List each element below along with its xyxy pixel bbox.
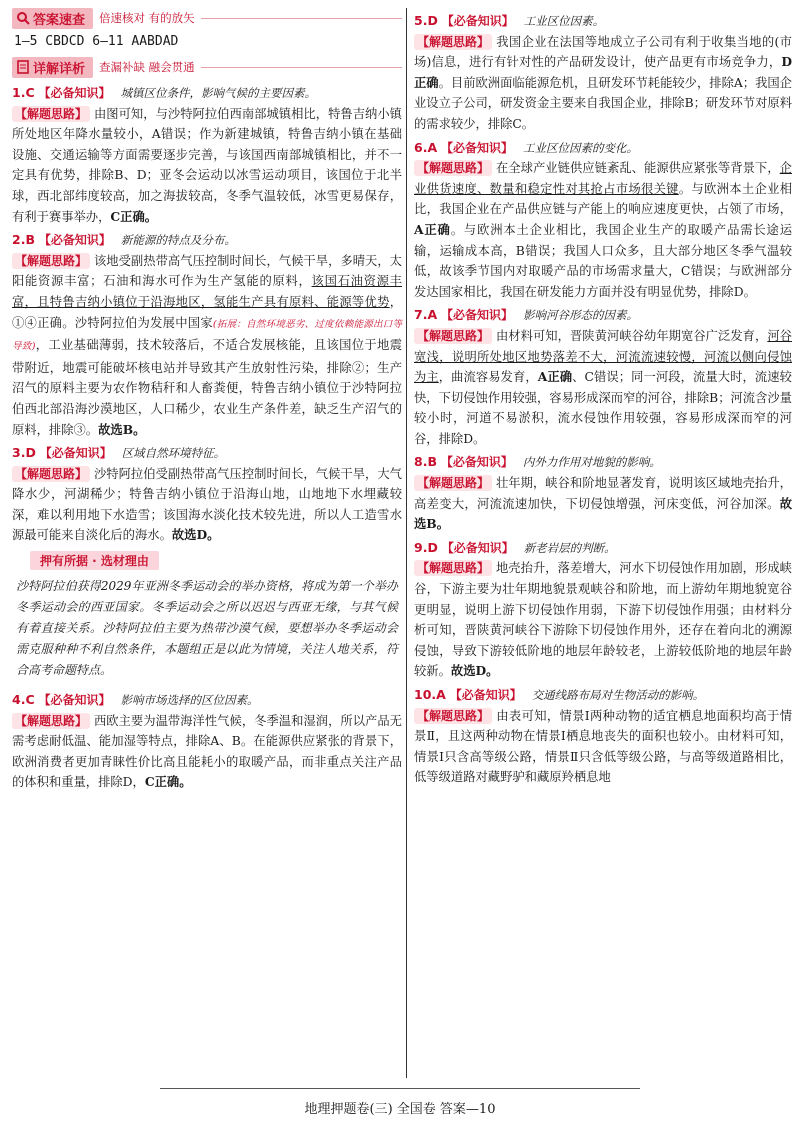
q2-number: 2.B <box>12 232 35 248</box>
q10-header <box>414 685 792 706</box>
q2-explanation <box>12 251 402 440</box>
knowledge-label: 【必备知识】 <box>441 308 514 323</box>
q6-body-2: 。与欧洲本土企业相比，我国企业在产品供应链与产能上的响应速度更快，占领了市场， <box>414 181 792 217</box>
q2-header <box>12 230 402 251</box>
q2-underlined: 该国石油资源丰富，且特鲁吉纳小镇位于沿海地区，氢能生产具有原料、能源等优势 <box>12 274 402 309</box>
q9-knowledge: 新老岩层的判断。 <box>523 540 616 555</box>
q8-number: 8.B <box>414 454 437 470</box>
q2-extension-note: (拓展：自然环境恶劣、过度依赖能源出口等导致) <box>12 318 402 353</box>
q2-body-3: ，工业基础薄弱，技术较落后，不适合发展核能，且该国位于地震带附近，地震可能破坏核电站并导致其产生放射性污染，排除②；生产沼气的原料主要为农作物秸秆和人畜粪便，特鲁吉纳小镇位于沙特阿拉伯西北部沿海沙漠地区，人口稀少，农业生产条件差，缺乏生产沼气的原料，排除③。 <box>12 338 402 437</box>
note-body: 沙特阿拉伯获得2029年亚洲冬季运动会的举办资格，将成为第一个举办冬季运动会的西亚国家。冬季运动会之所以迟迟与西亚无缘，与其气候有着直接关系。沙特阿拉伯主要为热带沙漠气候，要想举办冬季运动会需克服种种不利自然条件，本题组正是以此为情境，关注人地关系，符合高考命题特点。 <box>16 579 398 678</box>
q7-correct: A正确 <box>537 369 573 385</box>
q2-body-2: ，①④正确。沙特阿拉伯为发展中国家 <box>12 294 402 330</box>
q6-body-3: 。与欧洲本土企业相比，我国企业生产的取暖产品需长途运输，运输成本高，B错误；我国人口众多，且大部分地区冬季气温较低，故该季节国内对取暖产品的市场需求量大，C错误；与欧洲部分发达国家相比，我国在研发能力方面并没有明显优势，排除D。 <box>414 222 792 299</box>
speed-subtitle: 倍速核对 有的放矢 <box>99 11 195 25</box>
q9-body: 地壳抬升，落差增大，河水下切侵蚀作用加剧，形成峡谷，下游主要为壮年期地貌景观峡谷和阶地，而上游幼年期地貌宽谷更明显，说明上游下切侵蚀作用弱，下游下切侵蚀作用强；由材料分析可知，晋陕黄河峡谷下游除下切侵蚀作用外，还存在着向北的溯源侵蚀，导致下游较低阶地的地层年龄较老，上游较低阶地的地层年龄较新。 <box>414 561 792 679</box>
q9-explanation <box>414 558 792 682</box>
q3-body: 沙特阿拉伯受副热带高气压控制时间长，气候干旱，大气降水少，河湖稀少；特鲁吉纳小镇位于沿海山地，山地地下水埋藏较深，难以利用地下水造雪；该国海水淡化技术较先进，所以人工造雪水源最可能来自淡化后的海水。 <box>12 466 402 543</box>
q9-number: 9.D <box>414 539 438 555</box>
thinking-label: 【解题思路】 <box>414 708 492 724</box>
knowledge-label: 【必备知识】 <box>39 446 112 461</box>
q4-explanation-part1 <box>12 711 402 793</box>
q7-body-2: ，曲流容易发育， <box>438 370 538 385</box>
q4-conclusion: C正确。 <box>144 774 192 790</box>
q6-header <box>414 138 792 159</box>
q4-body: 西欧主要为温带海洋性气候，冬季温和湿润，所以产品无需考虑耐低温、能加湿等特点，排除A、B。在能源供应紧张的背景下，欧洲消费者更加青睐性价比高且能耗小的取暖产品，而非重点关注产品的体积和重量，排除D， <box>12 713 402 790</box>
knowledge-label: 【必备知识】 <box>449 688 522 702</box>
thinking-label: 【解题思路】 <box>12 106 90 122</box>
knowledge-label: 【必备知识】 <box>441 540 514 555</box>
knowledge-label: 【必备知识】 <box>441 14 514 28</box>
q4-number: 4.C <box>12 692 35 708</box>
thinking-label: 【解题思路】 <box>414 475 492 491</box>
detail-banner <box>12 57 402 77</box>
note-title: 押有所据 · 选材理由 <box>30 551 159 570</box>
q3-conclusion: 故选D。 <box>171 527 220 543</box>
q9-conclusion: 故选D。 <box>450 663 499 679</box>
q10-knowledge: 交通线路布局对生物活动的影响。 <box>531 688 705 702</box>
q1-body: 由图可知，与沙特阿拉伯西南部城镇相比，特鲁吉纳小镇所处地区年降水量较小，A错误；作为新建城镇，特鲁吉纳小镇在基础设施、交通运输等方面需要逐步完善，与该国西南部城镇相比，并不一定具有优势，排除B、D；亚冬会运动以冰雪运动项目，该国位于北半球，西北部纬度较高，加之海拔较高，冬季气温较低，冰雪更易保存，有利于赛事举办， <box>12 106 402 224</box>
q7-explanation <box>414 326 792 450</box>
q4-knowledge: 影响市场选择的区位因素。 <box>120 693 259 708</box>
q6-underlined: 企业供货速度、数量和稳定性对其抢占市场很关键 <box>414 161 792 196</box>
q8-conclusion: 故选B。 <box>414 495 792 532</box>
q8-header <box>414 452 792 473</box>
q7-knowledge: 影响河谷形态的因素。 <box>522 308 638 323</box>
thinking-label: 【解题思路】 <box>414 34 492 50</box>
q5-number: 5.D <box>414 13 438 28</box>
q10-number: 10.A <box>414 687 446 702</box>
q10-explanation <box>414 706 792 788</box>
speed-banner <box>12 8 402 28</box>
q3-knowledge: 区域自然环境特征。 <box>121 446 226 461</box>
q7-body-3: 、C错误；同一河段，流量大时，流速较快，下切侵蚀作用较强，容易形成深而窄的河谷，排除B；河流含沙量较小时，河道不易淤积，流水侵蚀作用较强，容易形成深而窄的河谷，排除D。 <box>414 370 792 446</box>
q5-correct: D正确 <box>414 54 792 90</box>
footer-rule <box>160 1088 640 1089</box>
q1-knowledge: 城镇区位条件，影响气候的主要因素。 <box>120 86 316 100</box>
q3-number: 3.D <box>12 445 36 461</box>
knowledge-label: 【必备知识】 <box>38 693 111 708</box>
q7-number: 7.A <box>414 307 438 323</box>
q1-explanation <box>12 104 402 228</box>
column-divider <box>406 8 407 1078</box>
q2-body-1: 该地受副热带高气压控制时间长，气候干旱，多晴天，太阳能资源丰富；石油和海水可作为生产氢能的原料， <box>12 253 402 289</box>
q6-correct: A正确 <box>414 221 451 237</box>
q5-explanation <box>414 32 792 135</box>
right-column <box>414 8 792 788</box>
q6-number: 6.A <box>414 139 438 155</box>
q1-conclusion: C正确。 <box>110 208 158 224</box>
thinking-label: 【解题思路】 <box>414 160 492 176</box>
thinking-label: 【解题思路】 <box>414 560 492 576</box>
q8-body: 壮年期，峡谷和阶地显著发育，说明该区域地壳抬升，高差变大，河流流速加快，下切侵蚀增强，河床变低，河谷加深。 <box>414 476 792 511</box>
q5-body-2: 。目前欧洲面临能源危机，且研发环节耗能较少，排除A；我国企业设立子公司，研发资金主要来自我国企业，排除B；研发环节对原料的需求较少，排除C。 <box>414 75 792 131</box>
knowledge-label: 【必备知识】 <box>440 455 513 470</box>
page-footer: 地理押题卷(三) 全国卷 答案—10 <box>304 1102 496 1117</box>
banner-rule <box>201 67 402 68</box>
knowledge-label: 【必备知识】 <box>38 86 111 100</box>
q6-explanation <box>414 158 792 302</box>
knowledge-label: 【必备知识】 <box>38 233 111 248</box>
q7-header <box>414 305 792 326</box>
material-rationale-box <box>12 550 402 687</box>
q7-underlined: 河谷宽浅，说明所处地区地势落差不大，河流流速较慢，河流以侧向侵蚀为主 <box>414 328 792 385</box>
detail-subtitle: 查漏补缺 融会贯通 <box>99 60 195 74</box>
q3-explanation <box>12 464 402 546</box>
q1-number: 1.C <box>12 85 35 100</box>
q2-knowledge: 新能源的特点及分布。 <box>120 233 236 248</box>
q5-header <box>414 11 792 32</box>
q8-knowledge: 内外力作用对地貌的影响。 <box>522 455 661 470</box>
q8-explanation <box>414 473 792 535</box>
thinking-label: 【解题思路】 <box>12 253 90 269</box>
left-column <box>12 8 402 793</box>
detail-title: 详解详析 <box>12 57 93 78</box>
thinking-label: 【解题思路】 <box>12 713 90 729</box>
q9-header <box>414 538 792 559</box>
q6-body-1: 在全球产业链供应链紊乱、能源供应紧张等背景下， <box>495 161 780 176</box>
document-icon <box>16 60 30 74</box>
q6-knowledge: 工业区位因素的变化。 <box>522 140 638 155</box>
q7-body-1: 由材料可知，晋陕黄河峡谷幼年期宽谷广泛发育， <box>495 328 768 343</box>
q5-knowledge: 工业区位因素。 <box>523 14 605 28</box>
magnifier-icon <box>16 11 30 25</box>
q4-header <box>12 690 402 711</box>
banner-rule <box>201 18 402 19</box>
knowledge-label: 【必备知识】 <box>441 140 514 155</box>
speed-title: 答案速查 <box>12 8 93 29</box>
q1-header <box>12 83 402 104</box>
q5-body-1: 我国企业在法国等地成立子公司有利于收集当地的(市场)信息，进行有针对性的产品研发设计，使产品更有市场竞争力， <box>414 34 792 70</box>
answer-key: 1—5 CBDCD 6—11 AABDAD <box>14 34 179 49</box>
thinking-label: 【解题思路】 <box>414 328 492 344</box>
q10-body: 由表可知，情景Ⅰ两种动物的适宜栖息地面积均高于情景Ⅱ，且这两种动物在情景Ⅰ栖息地丧失的面积也较小。由材料可知，情景Ⅰ只含高等级公路，情景Ⅱ只含低等级公路，与高等级道路相比，低等级道路对藏野驴和藏原羚栖息地 <box>414 708 792 785</box>
q2-conclusion: 故选B。 <box>98 421 146 437</box>
q3-header <box>12 443 402 464</box>
thinking-label: 【解题思路】 <box>12 466 90 482</box>
